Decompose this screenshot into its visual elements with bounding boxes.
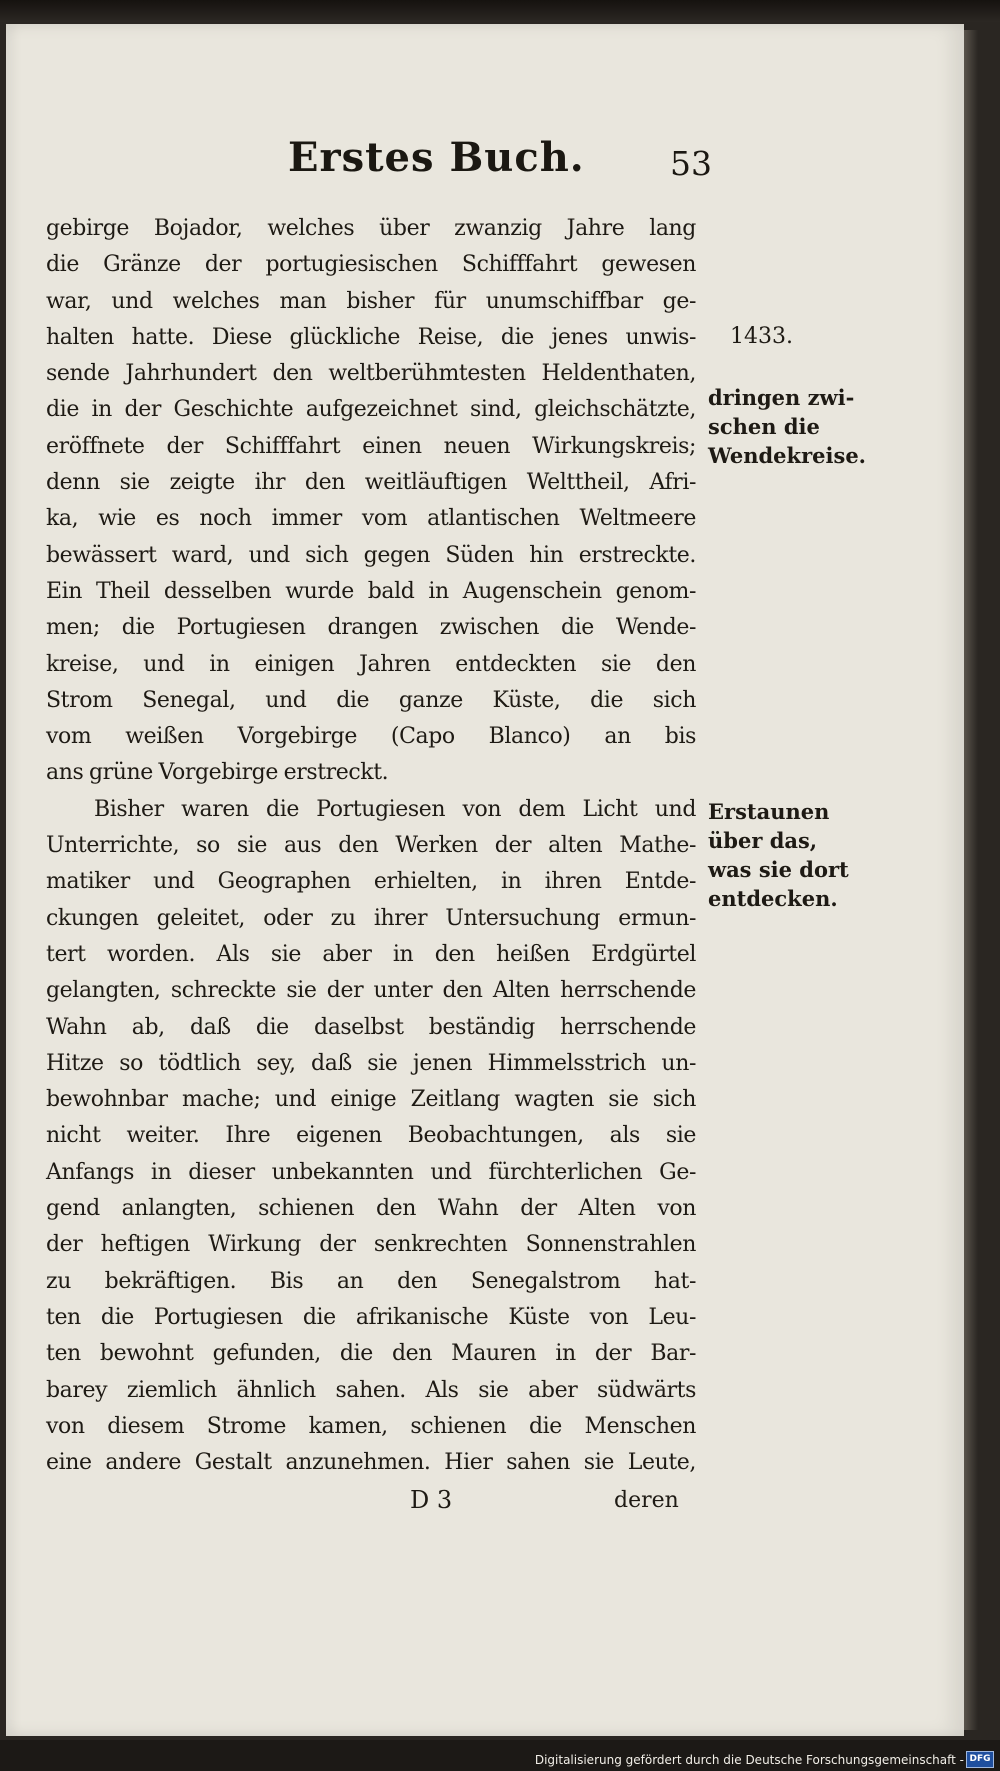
signature-mark: D 3	[410, 1486, 453, 1514]
digitization-credit: Digitalisierung gefördert durch die Deutsche Forschungsgemeinschaft -	[534, 1753, 964, 1767]
text-line: tert worden. Als sie aber in den heißen Erdgürtel	[46, 941, 696, 967]
text-line: ckungen geleitet, oder zu ihrer Untersuchung ermun-	[46, 905, 696, 931]
text-line: halten hatte. Diese glückliche Reise, die jenes unwis-	[46, 324, 696, 350]
text-line: Unterrichte, so sie aus den Werken der alten Mathe-	[46, 833, 696, 859]
text-line: eröffnete der Schifffahrt einen neuen Wirkungskreis;	[46, 433, 696, 459]
text-line: bewässert ward, und sich gegen Süden hin erstreckte.	[46, 542, 696, 568]
text-line: gelangten, schreckte sie der unter den Alten herrschende	[46, 978, 696, 1004]
marginal-note: dringen zwi- schen die Wendekreise.	[708, 385, 866, 468]
text-line: war, und welches man bisher für unumschiffbar ge-	[46, 288, 696, 314]
text-line: ten die Portugiesen die afrikanische Küste von Leu-	[46, 1304, 696, 1330]
text-line: ka, wie es noch immer vom atlantischen Weltmeere	[46, 506, 696, 532]
text-line: Bisher waren die Portugiesen von dem Licht und	[94, 796, 696, 822]
text-line: gend anlangten, schienen den Wahn der Alten von	[46, 1196, 696, 1222]
text-line: bewohnbar mache; und einige Zeitlang wagten sie sich	[46, 1087, 696, 1113]
text-line: zu bekräftigen. Bis an den Senegalstrom hat-	[46, 1268, 696, 1294]
text-line: barey ziemlich ähnlich sahen. Als sie aber südwärts	[46, 1377, 696, 1403]
text-line: der heftigen Wirkung der senkrechten Sonnenstrahlen	[46, 1232, 696, 1258]
text-line: vom weißen Vorgebirge (Capo Blanco) an bis	[46, 724, 696, 750]
text-line: denn sie zeigte ihr den weitläuftigen Welttheil, Afri-	[46, 470, 696, 496]
text-line: Wahn ab, daß die daselbst beständig herrschende	[46, 1014, 696, 1040]
text-line: Anfangs in dieser unbekannten und fürchterlichen Ge-	[46, 1159, 696, 1185]
text-line: Ein Theil desselben wurde bald in Augenschein genom-	[46, 578, 696, 604]
dfg-logo: DFG	[966, 1751, 994, 1768]
text-line: ten bewohnt gefunden, die den Mauren in der Bar-	[46, 1341, 696, 1367]
page-edge	[964, 30, 978, 1730]
text-line: ans grüne Vorgebirge erstreckt.	[46, 760, 389, 786]
text-line: von diesem Strome kamen, schienen die Menschen	[46, 1413, 696, 1439]
text-line: men; die Portugiesen drangen zwischen die Wende-	[46, 615, 696, 641]
text-line: nicht weiter. Ihre eigenen Beobachtungen, als sie	[46, 1123, 696, 1149]
text-line: matiker und Geographen erhielten, in ihren Entde-	[46, 869, 696, 895]
text-line: sende Jahrhundert den weltberühmtesten Heldenthaten,	[46, 361, 696, 387]
text-line: die in der Geschichte aufgezeichnet sind, gleichschätzte,	[46, 397, 696, 423]
body-text	[46, 211, 696, 1481]
running-title: Erstes Buch.	[288, 134, 585, 181]
scan-border-top	[0, 0, 1000, 22]
text-line: Hitze so tödtlich sey, daß sie jenen Himmelsstrich un-	[46, 1050, 696, 1076]
catchword: deren	[614, 1488, 679, 1513]
text-line: gebirge Bojador, welches über zwanzig Jahre lang	[46, 216, 696, 241]
marginal-year: 1433.	[730, 324, 793, 349]
text-line: kreise, und in einigen Jahren entdeckten sie den	[46, 651, 696, 677]
text-line: die Gränze der portugiesischen Schifffahrt gewesen	[46, 252, 696, 278]
text-line: eine andere Gestalt anzunehmen. Hier sahen sie Leute,	[46, 1450, 696, 1476]
marginal-note: Erstaunen über das, was sie dort entdecken.	[708, 799, 849, 911]
text-line: Strom Senegal, und die ganze Küste, die sich	[46, 687, 696, 713]
page-number: 53	[670, 144, 712, 183]
